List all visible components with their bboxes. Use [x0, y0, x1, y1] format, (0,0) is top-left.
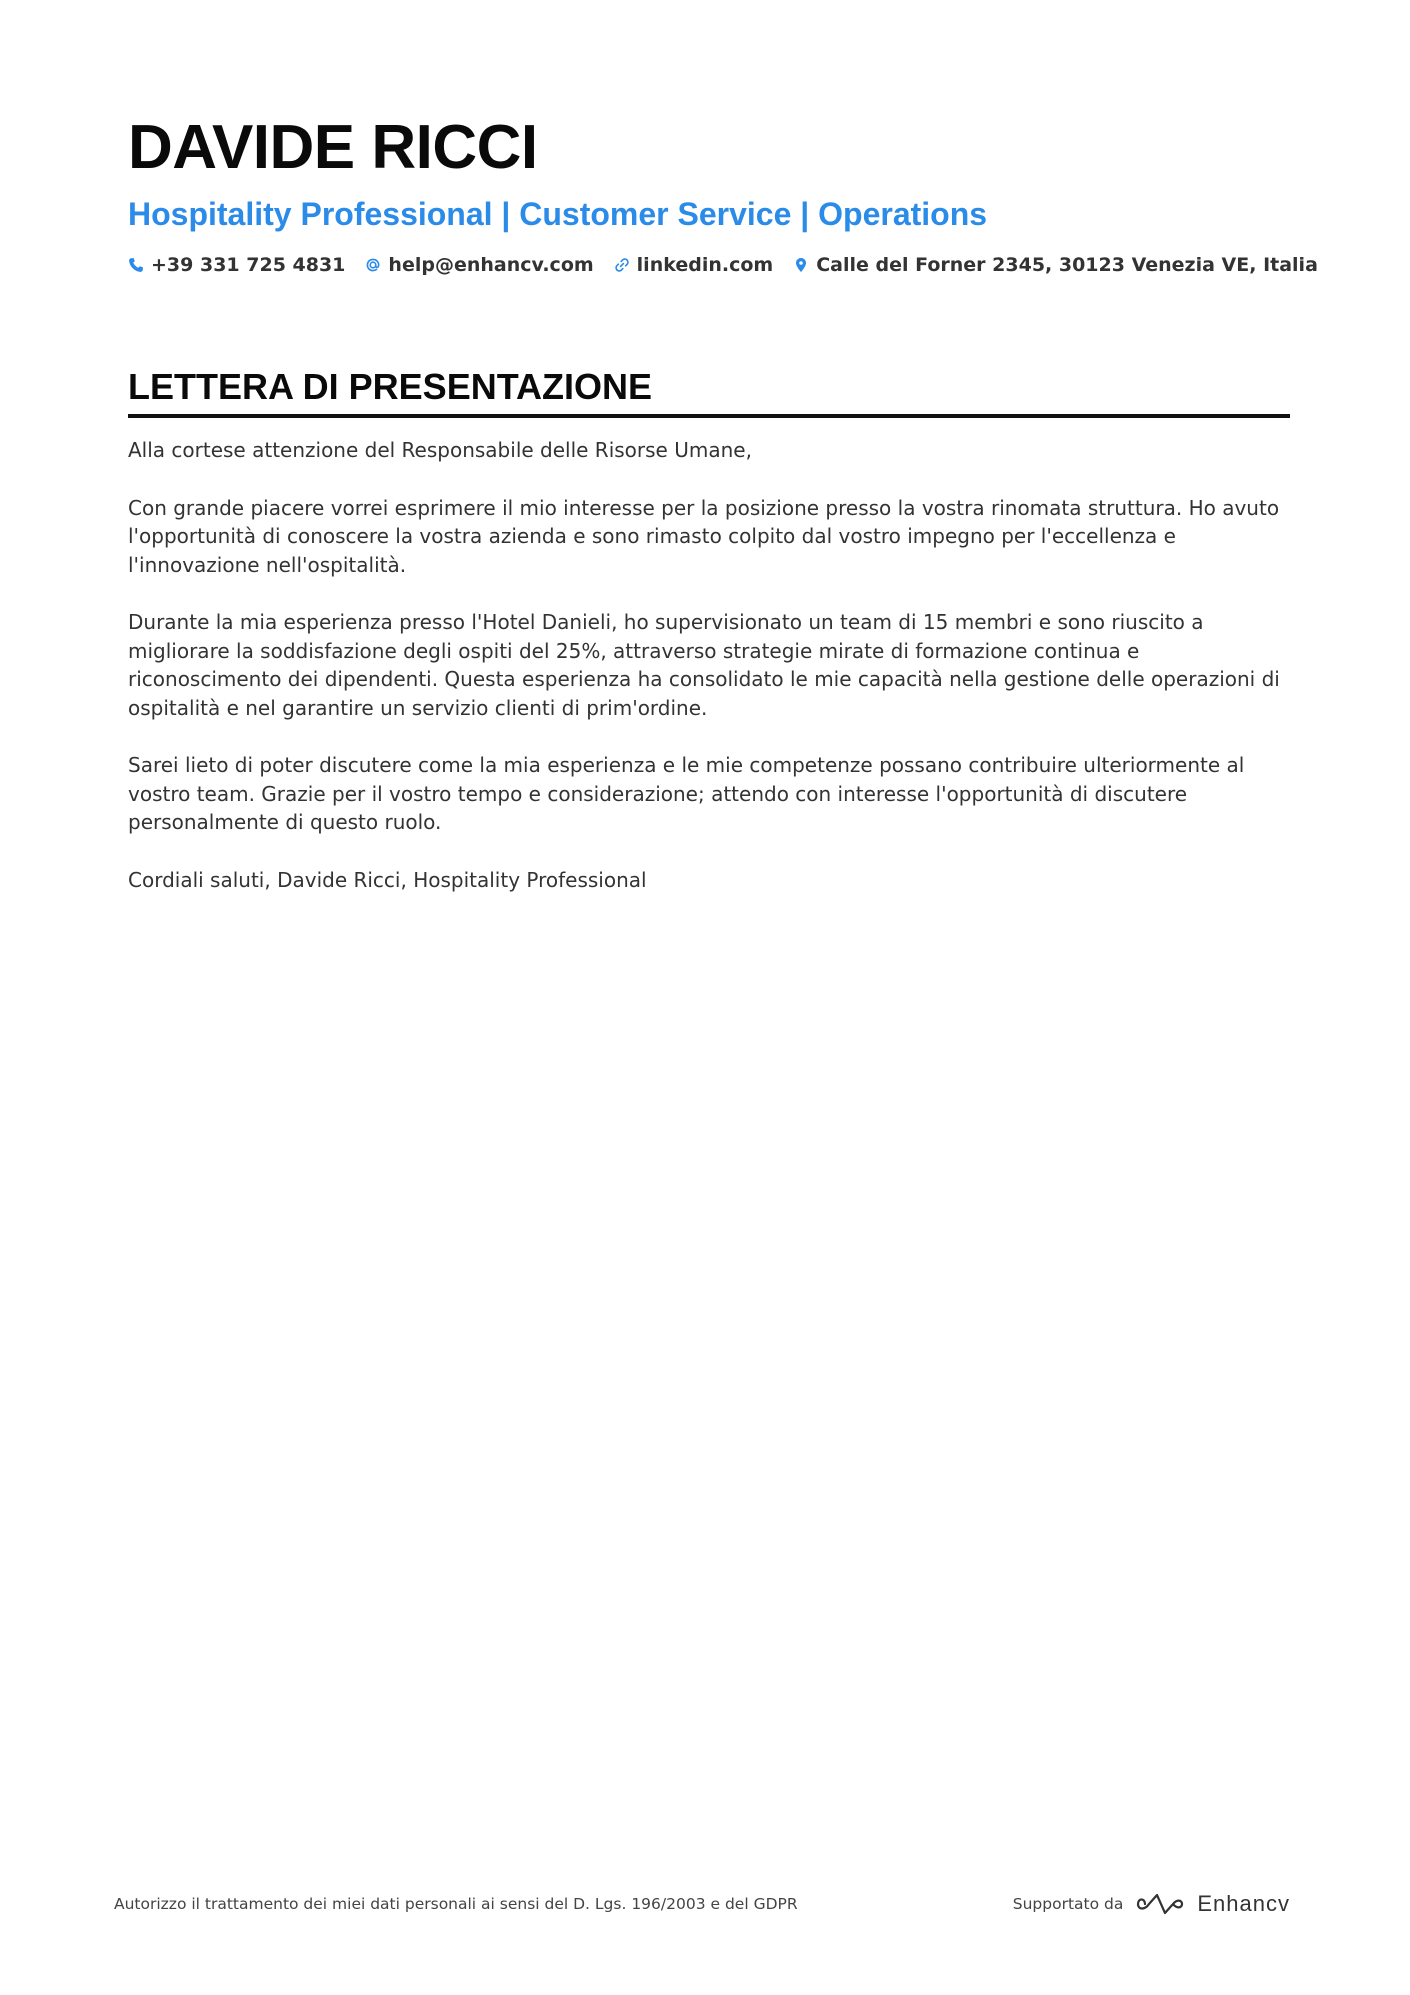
- phone-icon: [128, 256, 144, 274]
- contact-linkedin-text: linkedin.com: [636, 254, 774, 276]
- cover-letter-section: [128, 364, 1290, 923]
- letter-paragraph: Con grande piacere vorrei esprimere il mio interesse per la posizione presso la vostra rinomata struttura. Ho avuto l'opportunità di conoscere la vostra azienda e sono rimasto colpito dal vostro impegno per l'eccellenza e l'innovazione nell'ospitalità.: [128, 495, 1280, 577]
- letter-paragraph: Sarei lieto di poter discutere come la mia esperienza e le mie competenze possano contribuire ulteriormente al vostro team. Grazie per il vostro tempo e considerazione; attendo con interesse l'opportunità di discutere personalmente di questo ruolo.: [128, 753, 1245, 834]
- letter-paragraph: Durante la mia esperienza presso l'Hotel Danieli, ho supervisionato un team di 15 membri e sono riuscito a migliorare la soddisfazione degli ospiti del 25%, attraverso strategie mirate di formazione continua e riconoscimento dei dipendenti. Questa esperienza ha consolidato le mie capacità nella gestione delle operazioni di ospitalità e nel garantire un servizio clienti di prim'ordine.: [128, 610, 1280, 720]
- contact-email[interactable]: [365, 254, 593, 276]
- location-icon: [793, 256, 809, 274]
- header: [128, 108, 1318, 276]
- letter-body: [128, 436, 1290, 894]
- link-icon: [614, 256, 630, 274]
- at-icon: [365, 256, 381, 274]
- contact-phone-text: +39 331 725 4831: [151, 254, 346, 276]
- contact-address-text: Calle del Forner 2345, 30123 Venezia VE, Italia: [816, 254, 1318, 276]
- headline: Hospitality Professional | Customer Service | Operations: [128, 196, 988, 232]
- powered-by-label: Supportato da: [1012, 1895, 1124, 1913]
- footer: [114, 1891, 1290, 1917]
- contact-address: [793, 254, 1318, 276]
- contact-linkedin[interactable]: [614, 254, 774, 276]
- brand-name: Enhancv: [1197, 1891, 1290, 1916]
- privacy-consent: Autorizzo il trattamento dei miei dati personali ai sensi del D. Lgs. 196/2003 e del GDPR: [114, 1895, 798, 1913]
- letter-salutation: Alla cortese attenzione del Responsabile delle Risorse Umane,: [128, 438, 752, 462]
- contact-phone[interactable]: [128, 254, 345, 276]
- powered-by[interactable]: [1013, 1891, 1290, 1917]
- letter-closing: Cordiali saluti, Davide Ricci, Hospitality Professional: [128, 867, 647, 892]
- contact-bar: [128, 254, 1318, 276]
- contact-email-text: help@enhancv.com: [388, 254, 594, 276]
- candidate-name: DAVIDE RICCI: [128, 113, 538, 182]
- section-title: LETTERA DI PRESENTAZIONE: [128, 364, 1290, 418]
- enhancv-logo-icon: [1135, 1891, 1185, 1917]
